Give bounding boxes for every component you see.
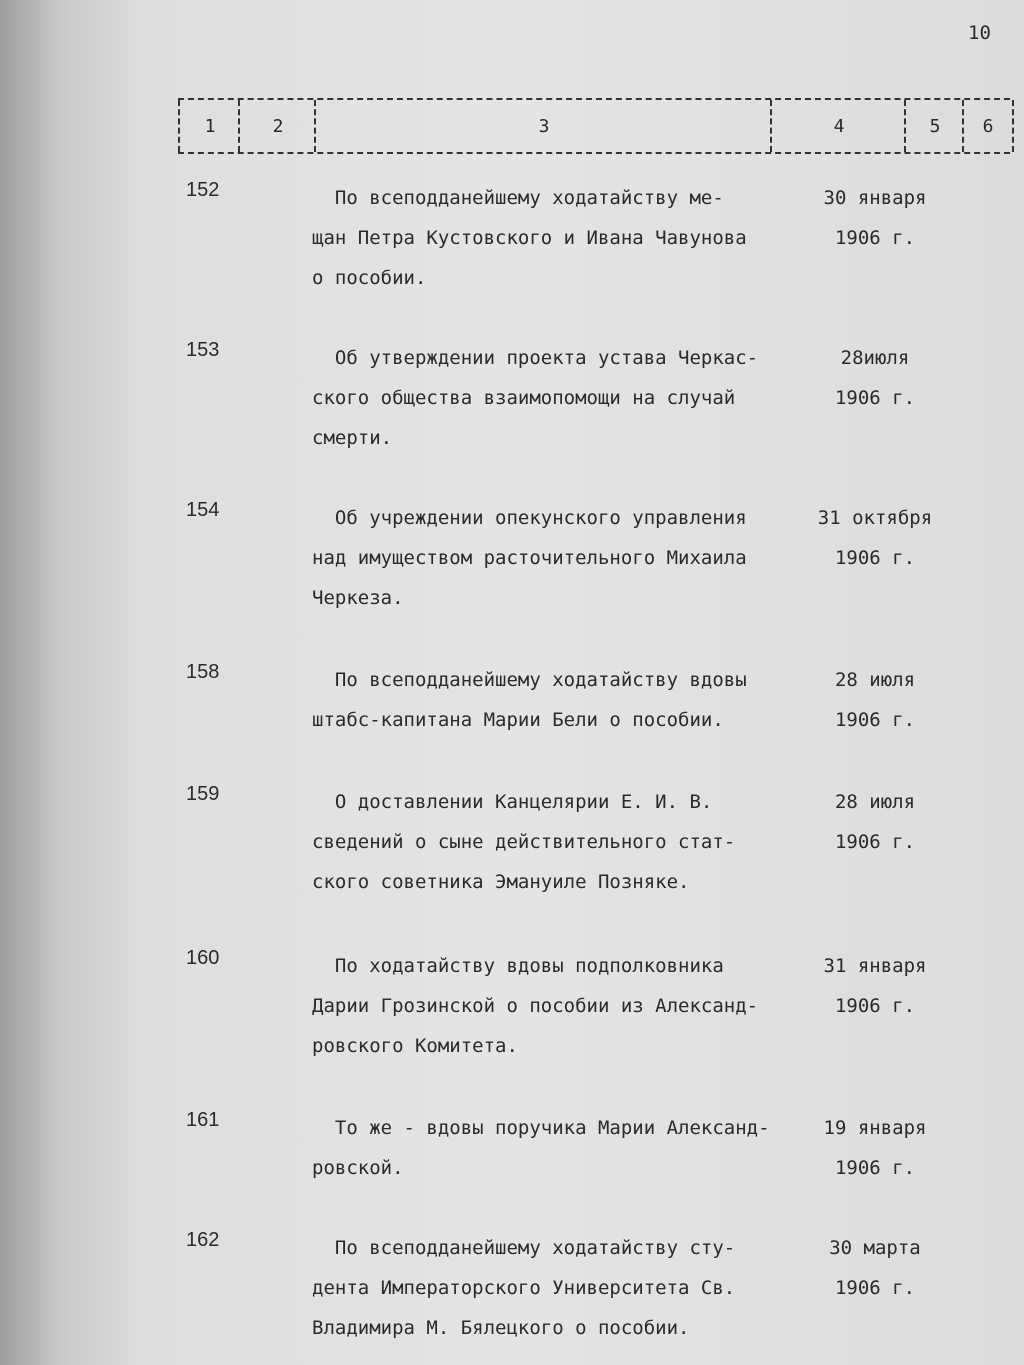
entry-number: 158 [186, 661, 220, 683]
entry-number: 153 [186, 339, 220, 361]
description-line: О доставлении Канцелярии Е. И. В. [312, 791, 713, 813]
description-line: По всеподданейшему ходатайству ме- [312, 187, 724, 209]
date-line: 1906 г. [834, 387, 916, 409]
entry-date [800, 498, 950, 578]
entry-number: 154 [186, 499, 220, 521]
column-header-3: 3 [314, 100, 772, 152]
entry-number: 162 [186, 1229, 220, 1251]
date-line: 19 января [823, 1117, 927, 1139]
description-line: Владимира М. Бялецкого о пособии. [312, 1317, 690, 1339]
date-line: 1906 г. [834, 227, 916, 249]
entry-description [312, 1228, 792, 1348]
page-number: 10 [968, 22, 991, 44]
description-line: ского советника Эмануиле Позняке. [312, 871, 690, 893]
column-header-5: 5 [904, 100, 964, 152]
entry-description [312, 1108, 792, 1188]
description-line: ровской. [312, 1157, 404, 1179]
entry-number: 161 [186, 1109, 220, 1131]
description-line: штабс-капитана Марии Бели о пособии. [312, 709, 724, 731]
description-line: Черкеза. [312, 587, 404, 609]
description-line: сведений о сыне действительного стат- [312, 831, 736, 853]
description-line: дента Императорского Университета Св. [312, 1277, 736, 1299]
entry-number: 160 [186, 947, 220, 969]
entry-description [312, 178, 792, 298]
entry-description [312, 660, 792, 740]
entry-date [800, 660, 950, 740]
entry-date [800, 1108, 950, 1188]
entry-number: 159 [186, 783, 220, 805]
description-line: По ходатайству вдовы подполковника [312, 955, 724, 977]
entry-description [312, 782, 792, 902]
description-line: над имуществом расточительного Михаила [312, 547, 747, 569]
column-header-table [178, 98, 1010, 154]
date-line: 28 июля [834, 791, 916, 813]
date-line: 28 июля [834, 669, 916, 691]
description-line: Дарии Грозинской о пособии из Александ- [312, 995, 759, 1017]
entry-description [312, 338, 792, 458]
description-line: По всеподданейшему ходатайству сту- [312, 1237, 736, 1259]
entry-date [800, 338, 950, 418]
column-header-1: 1 [178, 100, 240, 152]
date-line: 31 января [823, 955, 927, 977]
entry-date [800, 1228, 950, 1308]
entry-date [800, 946, 950, 1026]
date-line: 1906 г. [834, 995, 916, 1017]
column-header-6: 6 [962, 100, 1014, 152]
entry-date [800, 782, 950, 862]
description-line: Об учреждении опекунского управления [312, 507, 747, 529]
description-line: Об утверждении проекта устава Черкас- [312, 347, 759, 369]
date-line: 28июля [840, 347, 910, 369]
date-line: 1906 г. [834, 709, 916, 731]
description-line: ского общества взаимопомощи на случай [312, 387, 736, 409]
description-line: щан Петра Кустовского и Ивана Чавунова [312, 227, 747, 249]
entry-date [800, 178, 950, 258]
date-line: 30 января [823, 187, 927, 209]
description-line: По всеподданейшему ходатайству вдовы [312, 669, 747, 691]
date-line: 1906 г. [834, 831, 916, 853]
entry-number: 152 [186, 179, 220, 201]
description-line: То же - вдовы поручика Марии Александ- [312, 1117, 770, 1139]
date-line: 1906 г. [834, 547, 916, 569]
description-line: ровского Комитета. [312, 1035, 518, 1057]
description-line: о пособии. [312, 267, 427, 289]
date-line: 31 октября [817, 507, 933, 529]
description-line: смерти. [312, 427, 393, 449]
entry-description [312, 498, 792, 618]
column-header-4: 4 [770, 100, 906, 152]
date-line: 30 марта [829, 1237, 921, 1259]
entry-description [312, 946, 792, 1066]
date-line: 1906 г. [834, 1277, 916, 1299]
date-line: 1906 г. [834, 1157, 916, 1179]
column-header-2: 2 [238, 100, 316, 152]
